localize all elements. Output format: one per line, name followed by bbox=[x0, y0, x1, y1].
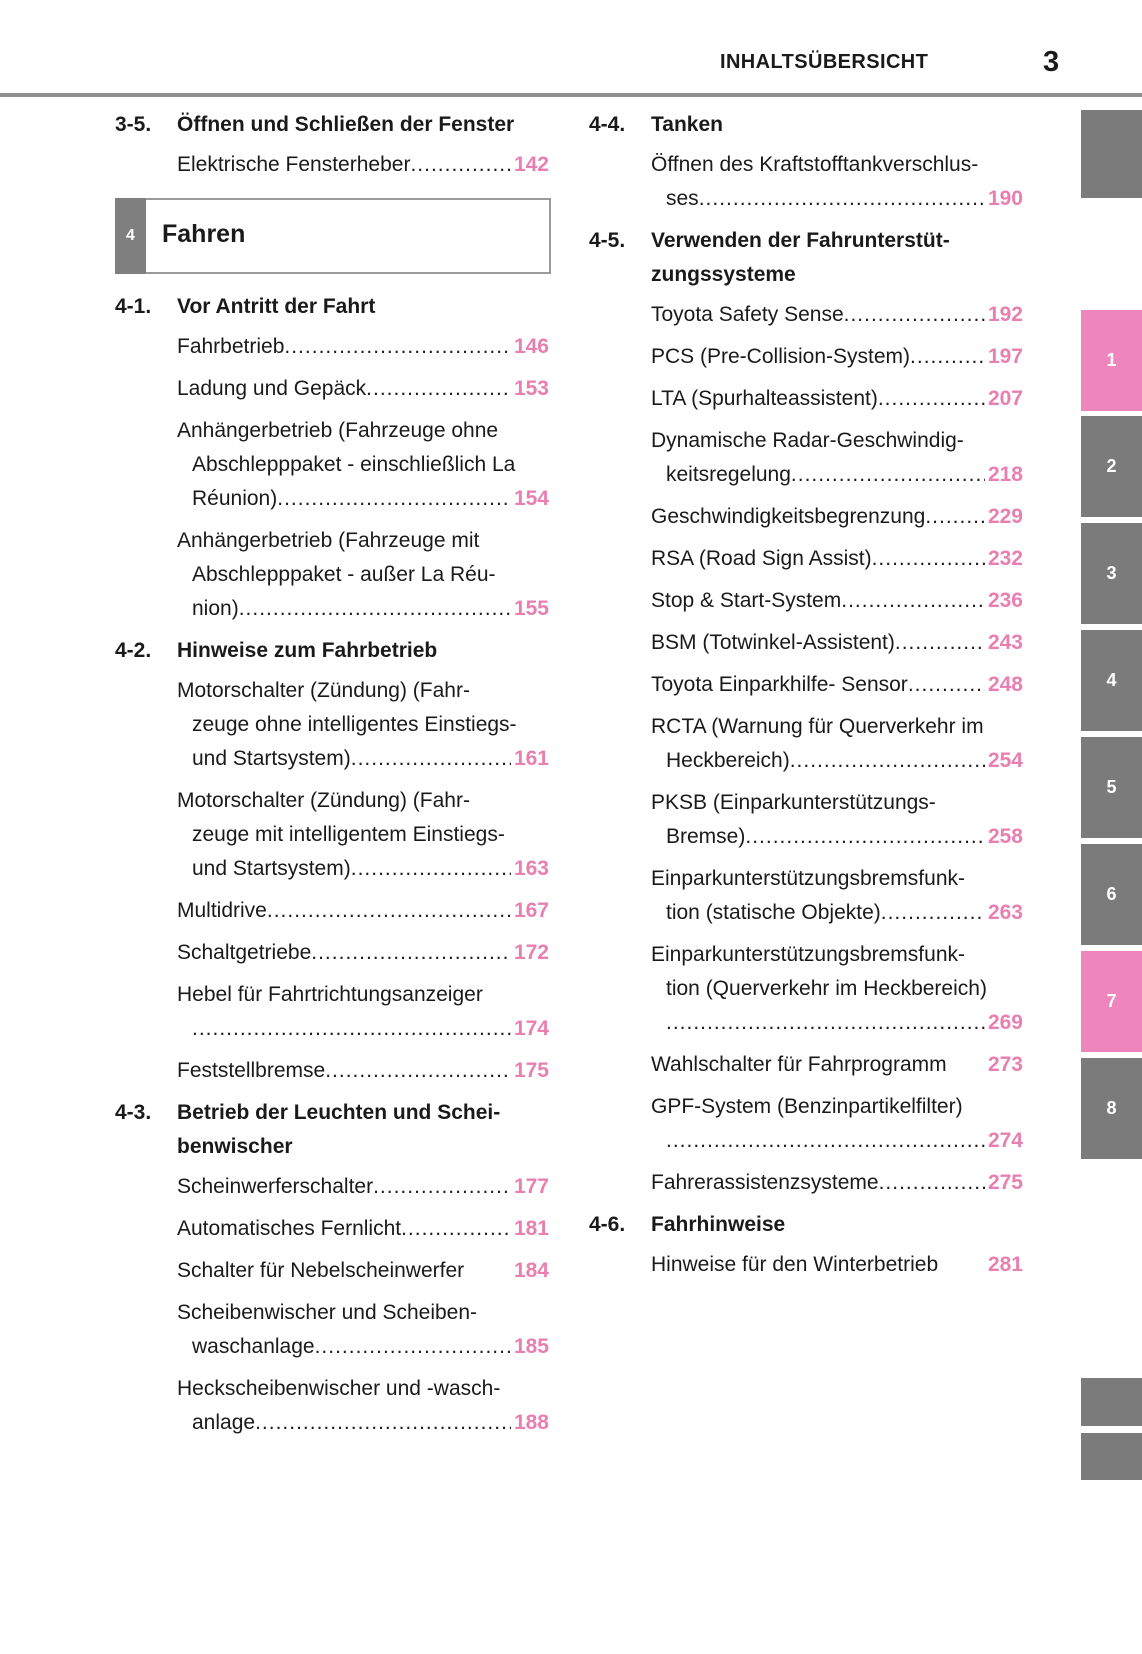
entry-text: Anhängerbetrieb (Fahrzeuge mit bbox=[177, 529, 480, 552]
toc-entry[interactable] bbox=[589, 1090, 1025, 1158]
side-tab-blank-lower-2[interactable] bbox=[1081, 1433, 1142, 1480]
dot-leader bbox=[925, 500, 985, 534]
page-number: 3 bbox=[1043, 46, 1060, 78]
section-number: 4-1. bbox=[115, 295, 152, 318]
toc-entry[interactable] bbox=[115, 978, 551, 1046]
entry-text: und Startsystem) bbox=[192, 747, 351, 770]
page-link[interactable]: 190 bbox=[987, 187, 1023, 210]
dot-leader bbox=[790, 744, 985, 778]
toc-entry[interactable] bbox=[589, 148, 1025, 216]
section-title: benwischer bbox=[177, 1135, 293, 1158]
side-tab-blank-lower-1[interactable] bbox=[1081, 1378, 1142, 1426]
dot-leader bbox=[277, 482, 511, 516]
dot-leader bbox=[745, 820, 985, 854]
toc-entry[interactable] bbox=[589, 424, 1025, 492]
toc-entry[interactable] bbox=[115, 936, 551, 970]
toc-entry[interactable] bbox=[589, 668, 1025, 702]
chapter-number: 4 bbox=[115, 198, 146, 274]
page-link[interactable]: 153 bbox=[513, 377, 549, 400]
toc-entry[interactable] bbox=[115, 524, 551, 626]
entry-text: Einparkunterstützungsbremsfunk- bbox=[651, 867, 965, 890]
page-link[interactable]: 218 bbox=[987, 463, 1023, 486]
dot-leader bbox=[666, 1006, 985, 1040]
entry-text: Öffnen des Kraftstofftankverschlus- bbox=[651, 153, 979, 176]
entry-text: Feststellbremse bbox=[177, 1059, 326, 1082]
page-link[interactable]: 274 bbox=[987, 1129, 1023, 1152]
toc-right-column bbox=[589, 108, 1025, 1282]
section-number: 4-6. bbox=[589, 1213, 626, 1236]
entry-text: Geschwindigkeitsbegrenzung bbox=[651, 505, 926, 528]
page-link[interactable]: 142 bbox=[513, 153, 549, 176]
page-link[interactable]: 167 bbox=[513, 899, 549, 922]
side-tab-4[interactable]: 4 bbox=[1081, 630, 1142, 731]
toc-entry[interactable] bbox=[115, 1212, 551, 1246]
page-link[interactable]: 172 bbox=[513, 941, 549, 964]
entry-text: Multidrive bbox=[177, 899, 267, 922]
entry-text: Hinweise für den Winterbetrieb bbox=[651, 1253, 939, 1276]
entry-text: Dynamische Radar-Geschwindig- bbox=[651, 429, 964, 452]
entry-text: Scheinwerferschalter bbox=[177, 1175, 374, 1198]
side-tab-8[interactable]: 8 bbox=[1081, 1058, 1142, 1159]
page-link[interactable]: 243 bbox=[987, 631, 1023, 654]
entry-text: Fahrbetrieb bbox=[177, 335, 285, 358]
dot-leader bbox=[325, 1054, 511, 1088]
entry-text: Motorschalter (Zündung) (Fahr- bbox=[177, 679, 470, 702]
page-link[interactable]: 154 bbox=[513, 487, 549, 510]
entry-text: zeuge ohne intelligentes Einstiegs- bbox=[192, 713, 517, 736]
dot-leader bbox=[881, 896, 985, 930]
page-link[interactable]: 263 bbox=[987, 901, 1023, 924]
dot-leader bbox=[284, 330, 511, 364]
dot-leader bbox=[311, 936, 511, 970]
toc-entry[interactable] bbox=[115, 1170, 551, 1204]
page-link[interactable]: 273 bbox=[987, 1053, 1023, 1076]
toc-entry[interactable] bbox=[589, 584, 1025, 618]
toc-entry[interactable] bbox=[589, 710, 1025, 778]
side-tab-3[interactable]: 3 bbox=[1081, 523, 1142, 624]
entry-text: tion (Querverkehr im Heckbereich) bbox=[666, 977, 987, 1000]
toc-entry[interactable] bbox=[115, 414, 551, 516]
page-link[interactable]: 188 bbox=[513, 1411, 549, 1434]
dot-leader bbox=[910, 340, 985, 374]
page-link[interactable]: 161 bbox=[513, 747, 549, 770]
page-link[interactable]: 163 bbox=[513, 857, 549, 880]
entry-text: keitsregelung bbox=[666, 463, 791, 486]
page-link[interactable]: 207 bbox=[987, 387, 1023, 410]
dot-leader bbox=[908, 668, 985, 702]
entry-text: PKSB (Einparkunterstützungs- bbox=[651, 791, 936, 814]
entry-text: Heckbereich) bbox=[666, 749, 790, 772]
toc-entry[interactable] bbox=[589, 1166, 1025, 1200]
entry-text: Schaltgetriebe bbox=[177, 941, 312, 964]
toc-entry[interactable] bbox=[115, 894, 551, 928]
section-4-2[interactable] bbox=[115, 634, 551, 668]
header-rule bbox=[0, 93, 1142, 97]
side-tab-blank-top[interactable] bbox=[1081, 110, 1142, 198]
toc-left-column bbox=[115, 108, 551, 1440]
toc-entry[interactable] bbox=[115, 330, 551, 364]
entry-text: zeuge mit intelligentem Einstiegs- bbox=[192, 823, 505, 846]
entry-text: Scheibenwischer und Scheiben- bbox=[177, 1301, 478, 1324]
toc-entry[interactable] bbox=[115, 784, 551, 886]
page-link[interactable]: 197 bbox=[987, 345, 1023, 368]
page-link[interactable]: 192 bbox=[987, 303, 1023, 326]
entry-text: Toyota Safety Sense bbox=[651, 303, 844, 326]
section-4-5[interactable] bbox=[589, 224, 1025, 292]
toc-entry[interactable] bbox=[589, 542, 1025, 576]
dot-leader bbox=[315, 1330, 511, 1364]
toc-entry[interactable] bbox=[115, 674, 551, 776]
entry-text: und Startsystem) bbox=[192, 857, 351, 880]
section-3-5[interactable] bbox=[115, 108, 551, 142]
entry-text: Schalter für Nebelscheinwerfer bbox=[177, 1259, 465, 1282]
entry-text: Ladung und Gepäck bbox=[177, 377, 367, 400]
entry-text: Anhängerbetrieb (Fahrzeuge ohne bbox=[177, 419, 499, 442]
page-link[interactable]: 229 bbox=[987, 505, 1023, 528]
page-link[interactable]: 155 bbox=[513, 597, 549, 620]
dot-leader bbox=[351, 852, 511, 886]
page-link[interactable]: 232 bbox=[987, 547, 1023, 570]
section-number: 4-4. bbox=[589, 113, 626, 136]
toc-entry[interactable] bbox=[115, 372, 551, 406]
dot-leader bbox=[366, 372, 511, 406]
toc-entry[interactable] bbox=[589, 340, 1025, 374]
dot-leader bbox=[699, 182, 985, 216]
entry-text: Réunion) bbox=[192, 487, 278, 510]
section-title: Vor Antritt der Fahrt bbox=[177, 295, 376, 318]
dot-leader bbox=[879, 1166, 985, 1200]
chapter-title: Fahren bbox=[162, 220, 246, 248]
entry-text: Automatisches Fernlicht bbox=[177, 1217, 402, 1240]
entry-text: anlage bbox=[192, 1411, 256, 1434]
toc-entry[interactable] bbox=[589, 938, 1025, 1040]
entry-text: Stop & Start-System bbox=[651, 589, 842, 612]
dot-leader bbox=[841, 584, 985, 618]
entry-text: RCTA (Warnung für Querverkehr im bbox=[651, 715, 984, 738]
page-link[interactable]: 254 bbox=[987, 749, 1023, 772]
section-4-3[interactable] bbox=[115, 1096, 551, 1164]
entry-text: Hebel für Fahrtrichtungsanzeiger bbox=[177, 983, 483, 1006]
header-title: INHALTSÜBERSICHT bbox=[720, 51, 929, 73]
page-link[interactable]: 175 bbox=[513, 1059, 549, 1082]
section-title: Fahrhinweise bbox=[651, 1213, 786, 1236]
section-title: Verwenden der Fahrunterstüt- bbox=[651, 229, 950, 252]
page-link[interactable]: 258 bbox=[987, 825, 1023, 848]
toc-entry[interactable] bbox=[115, 1054, 551, 1088]
entry-text: Abschlepppaket - einschließlich La bbox=[192, 453, 516, 476]
page-link[interactable]: 181 bbox=[513, 1217, 549, 1240]
side-tab-2[interactable]: 2 bbox=[1081, 416, 1142, 517]
toc-entry[interactable] bbox=[589, 786, 1025, 854]
dot-leader bbox=[844, 298, 985, 332]
side-tab-7[interactable]: 7 bbox=[1081, 951, 1142, 1052]
entry-text: waschanlage bbox=[192, 1335, 315, 1358]
entry-text: Abschlepppaket - außer La Réu- bbox=[192, 563, 496, 586]
page-link[interactable]: 174 bbox=[513, 1017, 549, 1040]
toc-entry[interactable] bbox=[115, 1296, 551, 1364]
side-tab-1[interactable]: 1 bbox=[1081, 310, 1142, 411]
dot-leader bbox=[351, 742, 511, 776]
dot-leader bbox=[239, 592, 511, 626]
entry-text: Einparkunterstützungsbremsfunk- bbox=[651, 943, 965, 966]
entry-text: RSA (Road Sign Assist) bbox=[651, 547, 872, 570]
dot-leader bbox=[666, 1124, 985, 1158]
dot-leader bbox=[410, 148, 511, 182]
entry-text: PCS (Pre-Collision-System) bbox=[651, 345, 911, 368]
toc-entry[interactable] bbox=[115, 148, 551, 182]
entry-text: tion (statische Objekte) bbox=[666, 901, 881, 924]
entry-text: Wahlschalter für Fahrprogramm bbox=[651, 1053, 947, 1076]
page-link[interactable]: 269 bbox=[987, 1011, 1023, 1034]
toc-entry[interactable] bbox=[589, 298, 1025, 332]
entry-text: Motorschalter (Zündung) (Fahr- bbox=[177, 789, 470, 812]
page-link[interactable]: 236 bbox=[987, 589, 1023, 612]
chapter-header bbox=[115, 198, 551, 274]
section-4-4[interactable] bbox=[589, 108, 1025, 142]
dot-leader bbox=[872, 542, 985, 576]
entry-text: ses bbox=[666, 187, 699, 210]
entry-text: Toyota Einparkhilfe- Sensor bbox=[651, 673, 908, 696]
page-link[interactable]: 248 bbox=[987, 673, 1023, 696]
entry-text: LTA (Spurhalteassistent) bbox=[651, 387, 878, 410]
section-number: 4-3. bbox=[115, 1101, 152, 1124]
page-link[interactable]: 281 bbox=[987, 1253, 1023, 1276]
toc-entry[interactable] bbox=[115, 1372, 551, 1440]
side-tab-5[interactable]: 5 bbox=[1081, 737, 1142, 838]
entry-text: Bremse) bbox=[666, 825, 746, 848]
toc-entry[interactable] bbox=[589, 1048, 1025, 1082]
entry-text: Fahrerassistenzsysteme bbox=[651, 1171, 879, 1194]
page-link[interactable]: 275 bbox=[987, 1171, 1023, 1194]
entry-text: BSM (Totwinkel-Assistent) bbox=[651, 631, 895, 654]
dot-leader bbox=[192, 1012, 511, 1046]
entry-text: Heckscheibenwischer und -wasch- bbox=[177, 1377, 501, 1400]
toc-entry[interactable] bbox=[115, 1254, 551, 1288]
dot-leader bbox=[791, 458, 985, 492]
toc-entry[interactable] bbox=[589, 500, 1025, 534]
side-tab-6[interactable]: 6 bbox=[1081, 844, 1142, 945]
toc-entry[interactable] bbox=[589, 862, 1025, 930]
toc-entry[interactable] bbox=[589, 382, 1025, 416]
page-link[interactable]: 185 bbox=[513, 1335, 549, 1358]
section-title: Tanken bbox=[651, 113, 723, 136]
toc-entry[interactable] bbox=[589, 626, 1025, 660]
entry-text: Elektrische Fensterheber bbox=[177, 153, 411, 176]
dot-leader bbox=[373, 1170, 511, 1204]
page-link[interactable]: 177 bbox=[513, 1175, 549, 1198]
section-4-1[interactable] bbox=[115, 290, 551, 324]
section-title: zungssysteme bbox=[651, 263, 796, 286]
section-number: 4-2. bbox=[115, 639, 152, 662]
dot-leader bbox=[878, 382, 985, 416]
dot-leader bbox=[895, 626, 985, 660]
entry-text: GPF-System (Benzinpartikelfilter) bbox=[651, 1095, 963, 1118]
page-link[interactable]: 184 bbox=[513, 1259, 549, 1282]
section-title: Betrieb der Leuchten und Schei- bbox=[177, 1101, 501, 1124]
dot-leader bbox=[255, 1406, 511, 1440]
section-number: 3-5. bbox=[115, 113, 152, 136]
toc-entry[interactable] bbox=[589, 1248, 1025, 1282]
page-link[interactable]: 146 bbox=[513, 335, 549, 358]
section-number: 4-5. bbox=[589, 229, 626, 252]
dot-leader bbox=[401, 1212, 511, 1246]
entry-text: nion) bbox=[192, 597, 239, 620]
section-title: Hinweise zum Fahrbetrieb bbox=[177, 639, 438, 662]
section-4-6[interactable] bbox=[589, 1208, 1025, 1242]
section-title: Öffnen und Schließen der Fenster bbox=[177, 113, 515, 136]
dot-leader bbox=[267, 894, 511, 928]
